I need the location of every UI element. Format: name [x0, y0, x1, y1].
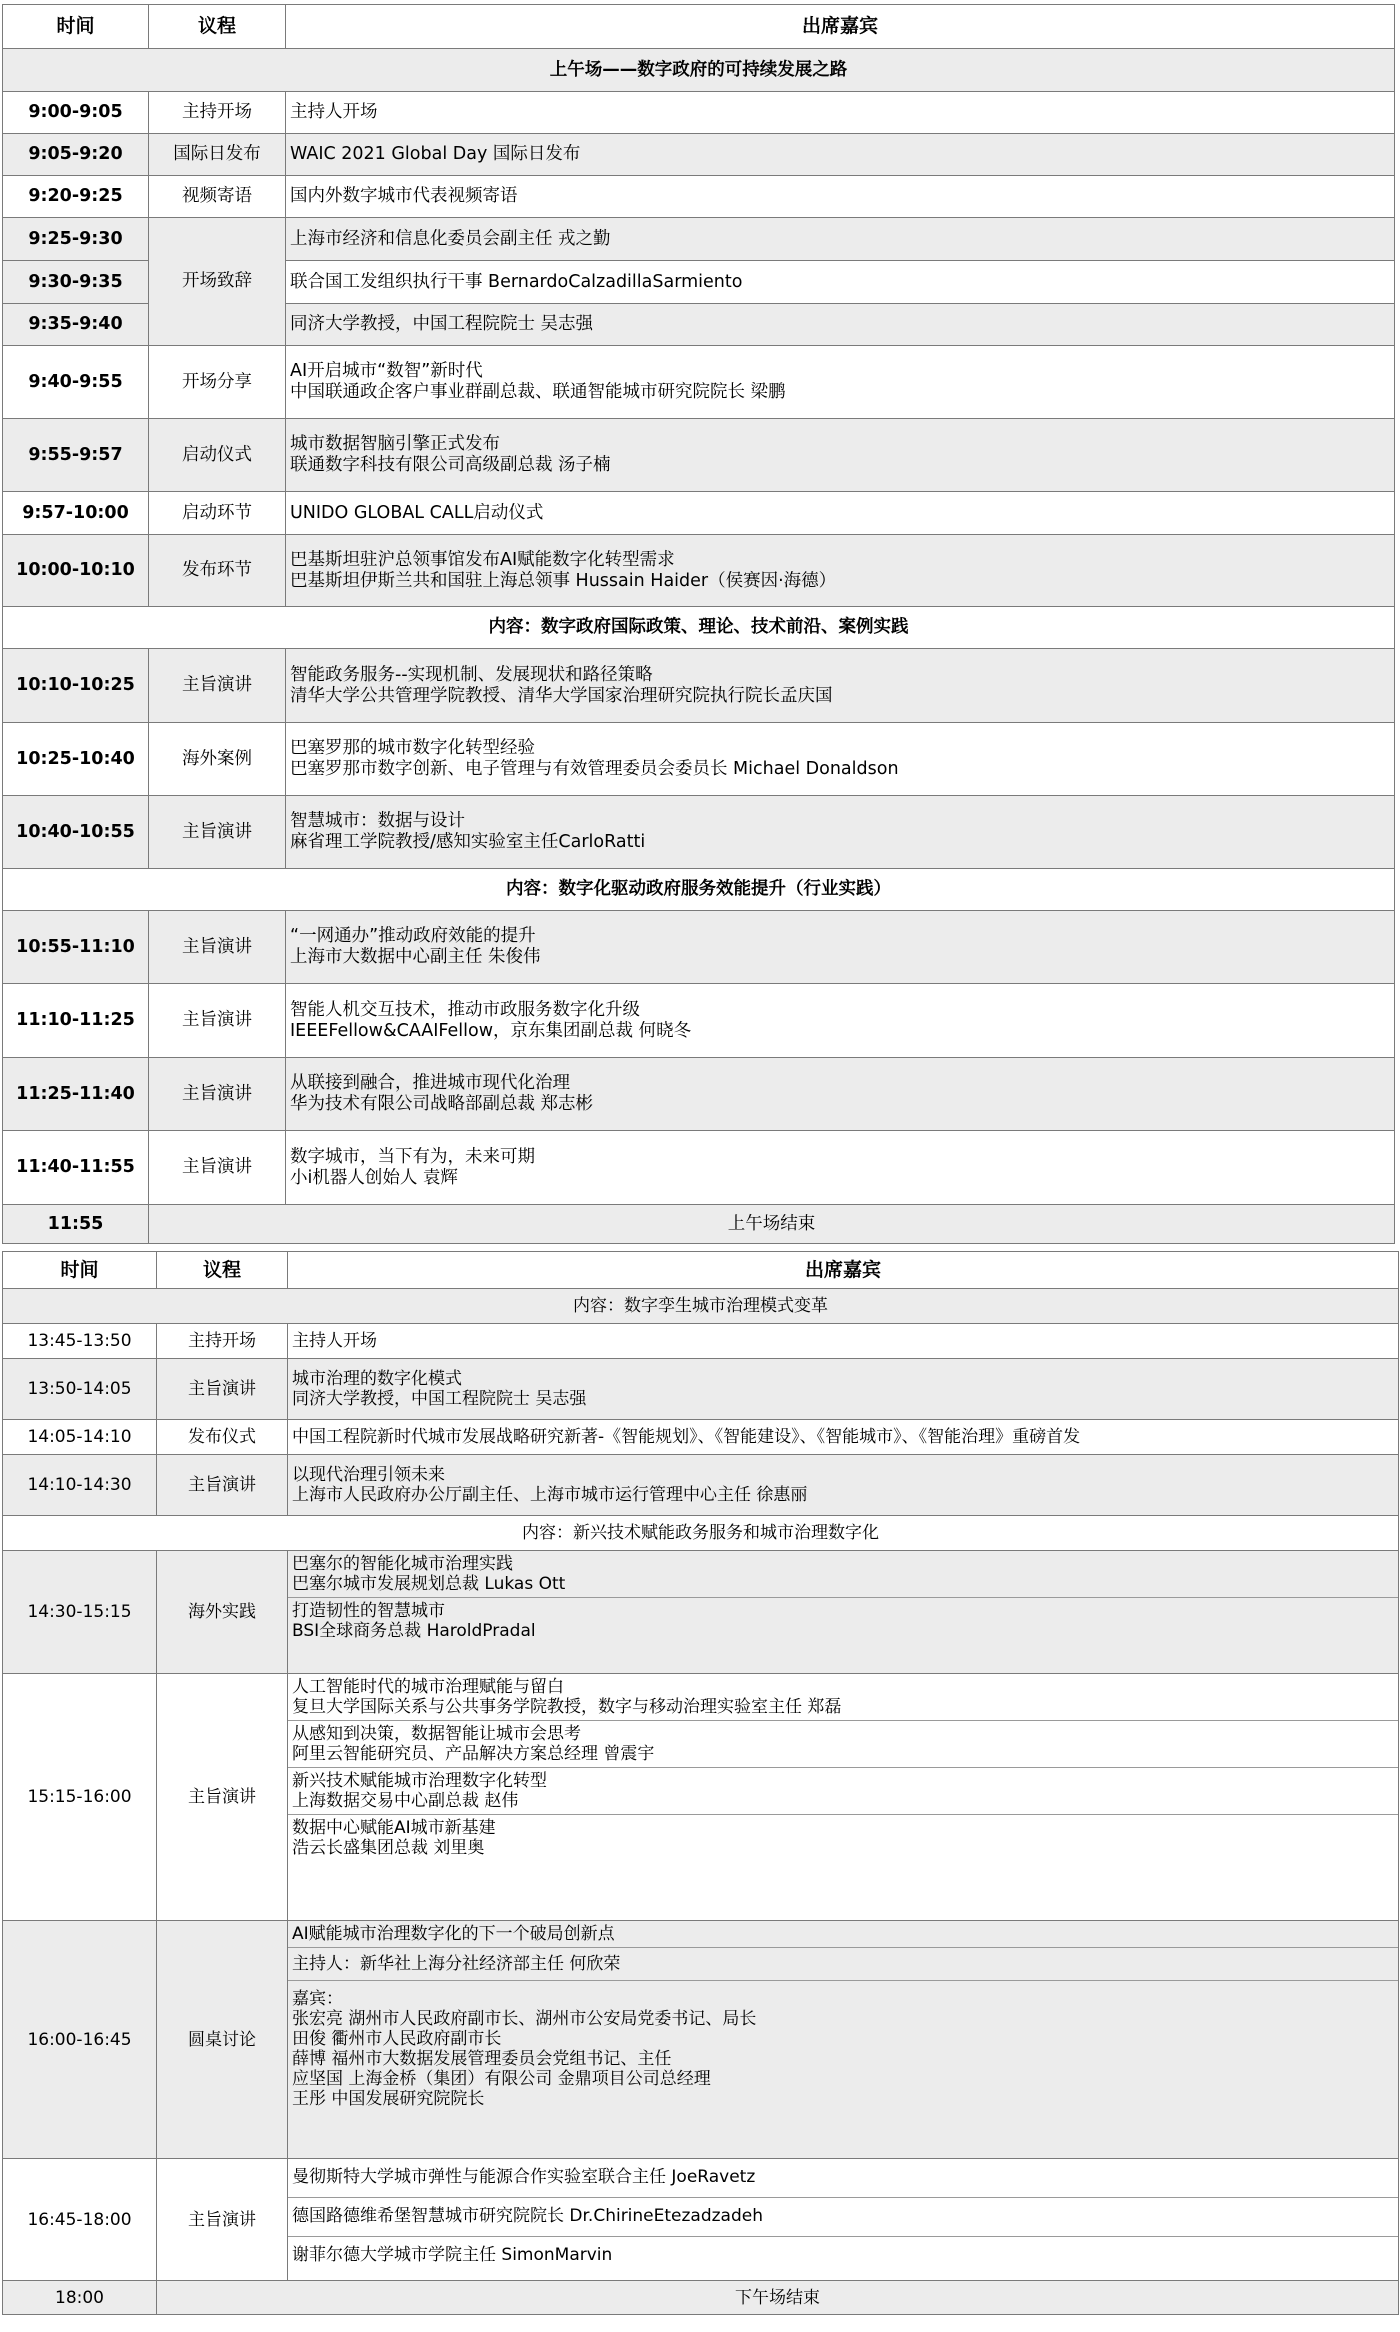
section-title: 内容：数字化驱动政府服务效能提升（行业实践）: [3, 869, 1395, 911]
talk-block: [288, 1720, 1398, 1767]
guests-header: 出席嘉宾: [288, 1252, 1399, 1289]
detail-line: 复旦大学国际关系与公共事务学院教授，数字与移动治理实验室主任 郑磊: [292, 1697, 842, 1717]
guests-header: 出席嘉宾: [286, 5, 1395, 49]
table-row: [3, 723, 1395, 796]
table-row: [3, 1420, 1399, 1455]
detail-line: 从感知到决策，数据智能让城市会思考: [292, 1724, 581, 1744]
session-end-label: 上午场结束: [149, 1205, 1395, 1244]
detail-line: 薛博 福州市大数据发展管理委员会党组书记、主任: [292, 2049, 672, 2069]
guests-cell: [286, 492, 1395, 535]
detail-line: 智能政务服务--实现机制、发展现状和路径策略: [290, 664, 653, 685]
guests-cell: [288, 1674, 1399, 1921]
detail-line: 中国联通政企客户事业群副总裁、联通智能城市研究院院长 梁鹏: [290, 382, 786, 402]
guests-cell: [286, 723, 1395, 796]
table-row: [3, 1921, 1399, 2159]
time-cell: 9:57-10:00: [3, 492, 149, 535]
detail-line: 谢菲尔德大学城市学院主任 SimonMarvin: [292, 2245, 613, 2265]
detail-line: AI赋能城市治理数字化的下一个破局创新点: [292, 1924, 615, 1944]
section-row: [3, 49, 1395, 92]
detail-line: 华为技术有限公司战略部副总裁 郑志彬: [290, 1094, 594, 1114]
table-row: [3, 2159, 1399, 2281]
time-cell: 10:00-10:10: [3, 535, 149, 607]
talk-block: [288, 1551, 1398, 1597]
detail-line: “一网通办”推动政府效能的提升: [290, 926, 536, 946]
talk-block: [288, 1674, 1398, 1720]
guests-cell: [286, 984, 1395, 1058]
time-cell: 16:00-16:45: [3, 1921, 157, 2159]
guests-cell: [288, 1921, 1399, 2159]
agenda-header: 议程: [157, 1252, 288, 1289]
table-row: [3, 346, 1395, 419]
roundtable-guests: [288, 1980, 1398, 2112]
talk-block: [288, 1814, 1398, 1861]
detail-line: 智慧城市：数据与设计: [290, 811, 465, 831]
table-row: [3, 134, 1395, 176]
detail-line: 中国工程院新时代城市发展战略研究新著-《智能规划》、《智能建设》、《智能城市》、《智能治理》重磅首发: [292, 1427, 1081, 1447]
detail-line: 打造韧性的智慧城市: [292, 1601, 445, 1621]
detail-line: 曼彻斯特大学城市弹性与能源合作实验室联合主任 JoeRavetz: [292, 2167, 756, 2187]
detail-line: 麻省理工学院教授/感知实验室主任CarloRatti: [290, 832, 646, 852]
detail-line: 数据中心赋能AI城市新基建: [292, 1818, 496, 1838]
agenda-cell: 主旨演讲: [149, 984, 286, 1058]
guests-cell: [286, 649, 1395, 723]
detail-line: 巴塞罗那市数字创新、电子管理与有效管理委员会委员长 Michael Donaldson: [290, 759, 899, 779]
agenda-cell: 主旨演讲: [157, 2159, 288, 2281]
agenda-cell: 主持开场: [149, 92, 286, 134]
guests-cell: [286, 1131, 1395, 1205]
section-title: 内容：数字孪生城市治理模式变革: [3, 1289, 1399, 1324]
guests-cell: [286, 92, 1395, 134]
time-cell: 14:05-14:10: [3, 1420, 157, 1455]
table-row: [3, 1674, 1399, 1921]
agenda-cell: 海外案例: [149, 723, 286, 796]
guests-cell: [286, 911, 1395, 984]
time-cell: 11:25-11:40: [3, 1058, 149, 1131]
guests-cell: [286, 261, 1395, 304]
time-cell: 9:25-9:30: [3, 218, 149, 261]
talk-block: [288, 2236, 1398, 2273]
detail-line: 王彤 中国发展研究院院长: [292, 2089, 485, 2109]
detail-line: 巴塞罗那的城市数字化转型经验: [290, 738, 535, 758]
agenda-cell: 主旨演讲: [149, 796, 286, 869]
guests-cell: [286, 218, 1395, 261]
section-row: [3, 1289, 1399, 1324]
detail-line: IEEEFellow&CAAIFellow，京东集团副总裁 何晓冬: [290, 1020, 692, 1041]
roundtable-host: [288, 1947, 1398, 1980]
detail-line: 联通数字科技有限公司高级副总裁 汤子楠: [290, 455, 611, 475]
detail-line: 上海市人民政府办公厅副主任、上海市城市运行管理中心主任 徐惠丽: [292, 1485, 808, 1505]
detail-line: 上海市大数据中心副主任 朱俊伟: [290, 947, 541, 967]
agenda-header: 议程: [149, 5, 286, 49]
table-row: [3, 492, 1395, 535]
detail-line: 主持人开场: [292, 1331, 377, 1351]
agenda-cell: 主旨演讲: [157, 1359, 288, 1420]
agenda-cell: 主旨演讲: [149, 911, 286, 984]
table-row: [3, 218, 1395, 261]
section-title: 内容：数字政府国际政策、理论、技术前沿、案例实践: [3, 607, 1395, 649]
header-row: [3, 5, 1395, 49]
agenda-cell: 主旨演讲: [149, 649, 286, 723]
header-row: [3, 1252, 1399, 1289]
agenda-cell: 主旨演讲: [149, 1131, 286, 1205]
guests-cell: [288, 2159, 1399, 2281]
talk-block: [288, 2159, 1398, 2197]
time-cell: 15:15-16:00: [3, 1674, 157, 1921]
detail-line: 从联接到融合，推进城市现代化治理: [290, 1073, 570, 1093]
table-row: [3, 1205, 1395, 1244]
detail-line: 城市治理的数字化模式: [292, 1369, 462, 1389]
agenda-cell: 主旨演讲: [149, 1058, 286, 1131]
time-cell: 9:05-9:20: [3, 134, 149, 176]
detail-line: UNIDO GLOBAL CALL启动仪式: [290, 502, 544, 523]
time-cell: 9:40-9:55: [3, 346, 149, 419]
detail-line: 联合国工发组织执行干事 BernardoCalzadillaSarmiento: [290, 271, 743, 292]
time-cell: 11:40-11:55: [3, 1131, 149, 1205]
detail-line: 清华大学公共管理学院教授、清华大学国家治理研究院执行院长孟庆国: [290, 685, 833, 706]
agenda-cell: 圆桌讨论: [157, 1921, 288, 2159]
agenda-cell: 海外实践: [157, 1551, 288, 1674]
detail-line: 国内外数字城市代表视频寄语: [290, 186, 518, 206]
detail-line: 以现代治理引领未来: [292, 1465, 445, 1485]
section-title: 内容：新兴技术赋能政务服务和城市治理数字化: [3, 1516, 1399, 1551]
table-row: [3, 1359, 1399, 1420]
table-row: [3, 419, 1395, 492]
detail-line: 智能人机交互技术，推动市政服务数字化升级: [290, 999, 640, 1020]
time-cell: 16:45-18:00: [3, 2159, 157, 2281]
detail-line: 数字城市，当下有为，未来可期: [290, 1146, 535, 1167]
time-cell: 10:40-10:55: [3, 796, 149, 869]
time-cell: 11:55: [3, 1205, 149, 1244]
table-row: [3, 796, 1395, 869]
table-row: [3, 1551, 1399, 1674]
detail-line: 浩云长盛集团总裁 刘里奥: [292, 1838, 485, 1858]
table-row: [3, 1131, 1395, 1205]
time-cell: 9:30-9:35: [3, 261, 149, 304]
table-row: [3, 911, 1395, 984]
talk-block: [288, 1597, 1398, 1644]
afternoon-schedule-table: [2, 1251, 1399, 2315]
time-cell: 9:35-9:40: [3, 304, 149, 346]
detail-line: 巴基斯坦驻沪总领事馆发布AI赋能数字化转型需求: [290, 549, 675, 570]
time-cell: 10:25-10:40: [3, 723, 149, 796]
time-cell: 18:00: [3, 2281, 157, 2315]
session-end-label: 下午场结束: [157, 2281, 1399, 2315]
detail-line: 巴塞尔城市发展规划总裁 Lukas Ott: [292, 1574, 566, 1594]
time-cell: 13:45-13:50: [3, 1324, 157, 1359]
detail-line: 小i机器人创始人 袁辉: [290, 1167, 458, 1188]
talk-block: [288, 1767, 1398, 1814]
table-row: [3, 649, 1395, 723]
guests-cell: [286, 796, 1395, 869]
detail-line: 德国路德维希堡智慧城市研究院院长 Dr.ChirineEtezadzadeh: [292, 2206, 764, 2226]
guests-cell: [288, 1324, 1399, 1359]
morning-schedule-table: [2, 4, 1395, 1244]
roundtable-topic: [288, 1921, 1398, 1947]
detail-line: 同济大学教授，中国工程院院士 吴志强: [292, 1389, 587, 1409]
guests-cell: [286, 134, 1395, 176]
time-cell: 13:50-14:05: [3, 1359, 157, 1420]
agenda-cell: 发布仪式: [157, 1420, 288, 1455]
agenda-cell: 启动环节: [149, 492, 286, 535]
guests-cell: [288, 1551, 1399, 1674]
guests-cell: [288, 1455, 1399, 1516]
time-header: 时间: [3, 5, 149, 49]
time-cell: 10:55-11:10: [3, 911, 149, 984]
table-row: [3, 535, 1395, 607]
time-cell: 10:10-10:25: [3, 649, 149, 723]
detail-line: 同济大学教授，中国工程院院士 吴志强: [290, 314, 594, 334]
section-title: 上午场——数字政府的可持续发展之路: [3, 49, 1395, 92]
guests-cell: [286, 419, 1395, 492]
detail-line: 阿里云智能研究员、产品解决方案总经理 曾震宇: [292, 1744, 655, 1764]
agenda-cell: 主持开场: [157, 1324, 288, 1359]
time-header: 时间: [3, 1252, 157, 1289]
detail-line: 上海数据交易中心副总裁 赵伟: [292, 1791, 519, 1811]
detail-line: 主持人开场: [290, 102, 378, 122]
table-row: [3, 2281, 1399, 2315]
agenda-cell: 主旨演讲: [157, 1674, 288, 1921]
table-row: [3, 92, 1395, 134]
detail-line: 人工智能时代的城市治理赋能与留白: [292, 1677, 564, 1697]
detail-line: 巴基斯坦伊斯兰共和国驻上海总领事 Hussain Haider（侯赛因·海德）: [290, 570, 837, 591]
guests-cell: [286, 535, 1395, 607]
detail-line: AI开启城市“数智”新时代: [290, 361, 483, 381]
detail-line: 应坚国 上海金桥（集团）有限公司 金鼎项目公司总经理: [292, 2069, 711, 2089]
section-row: [3, 607, 1395, 649]
agenda-cell: 视频寄语: [149, 176, 286, 218]
table-row: [3, 1324, 1399, 1359]
detail-line: 嘉宾：: [292, 1989, 343, 2009]
guests-cell: [288, 1359, 1399, 1420]
agenda-cell: 启动仪式: [149, 419, 286, 492]
agenda-cell: 主旨演讲: [157, 1455, 288, 1516]
detail-line: 主持人：新华社上海分社经济部主任 何欣荣: [292, 1954, 621, 1974]
agenda-cell: 开场分享: [149, 346, 286, 419]
agenda-cell: 国际日发布: [149, 134, 286, 176]
table-row: [3, 1058, 1395, 1131]
guests-cell: [286, 1058, 1395, 1131]
detail-line: 城市数据智脑引擎正式发布: [290, 434, 500, 454]
guests-cell: [288, 1420, 1399, 1455]
time-cell: 9:00-9:05: [3, 92, 149, 134]
agenda-cell: 发布环节: [149, 535, 286, 607]
agenda-cell: 开场致辞: [149, 218, 286, 346]
table-row: [3, 984, 1395, 1058]
section-row: [3, 869, 1395, 911]
talk-block: [288, 2197, 1398, 2236]
time-cell: 9:55-9:57: [3, 419, 149, 492]
detail-line: 巴塞尔的智能化城市治理实践: [292, 1554, 513, 1574]
detail-line: 张宏亮 湖州市人民政府副市长、湖州市公安局党委书记、局长: [292, 2009, 757, 2029]
detail-line: WAIC 2021 Global Day 国际日发布: [290, 144, 581, 164]
time-cell: 11:10-11:25: [3, 984, 149, 1058]
time-cell: 14:10-14:30: [3, 1455, 157, 1516]
time-cell: 9:20-9:25: [3, 176, 149, 218]
table-row: [3, 1455, 1399, 1516]
detail-line: 田俊 衢州市人民政府副市长: [292, 2029, 502, 2049]
guests-cell: [286, 304, 1395, 346]
detail-line: 上海市经济和信息化委员会副主任 戎之勤: [290, 228, 611, 249]
guests-cell: [286, 176, 1395, 218]
detail-line: 新兴技术赋能城市治理数字化转型: [292, 1771, 547, 1791]
section-row: [3, 1516, 1399, 1551]
time-cell: 14:30-15:15: [3, 1551, 157, 1674]
table-row: [3, 176, 1395, 218]
guests-cell: [286, 346, 1395, 419]
detail-line: BSI全球商务总裁 HaroldPradal: [292, 1621, 536, 1641]
